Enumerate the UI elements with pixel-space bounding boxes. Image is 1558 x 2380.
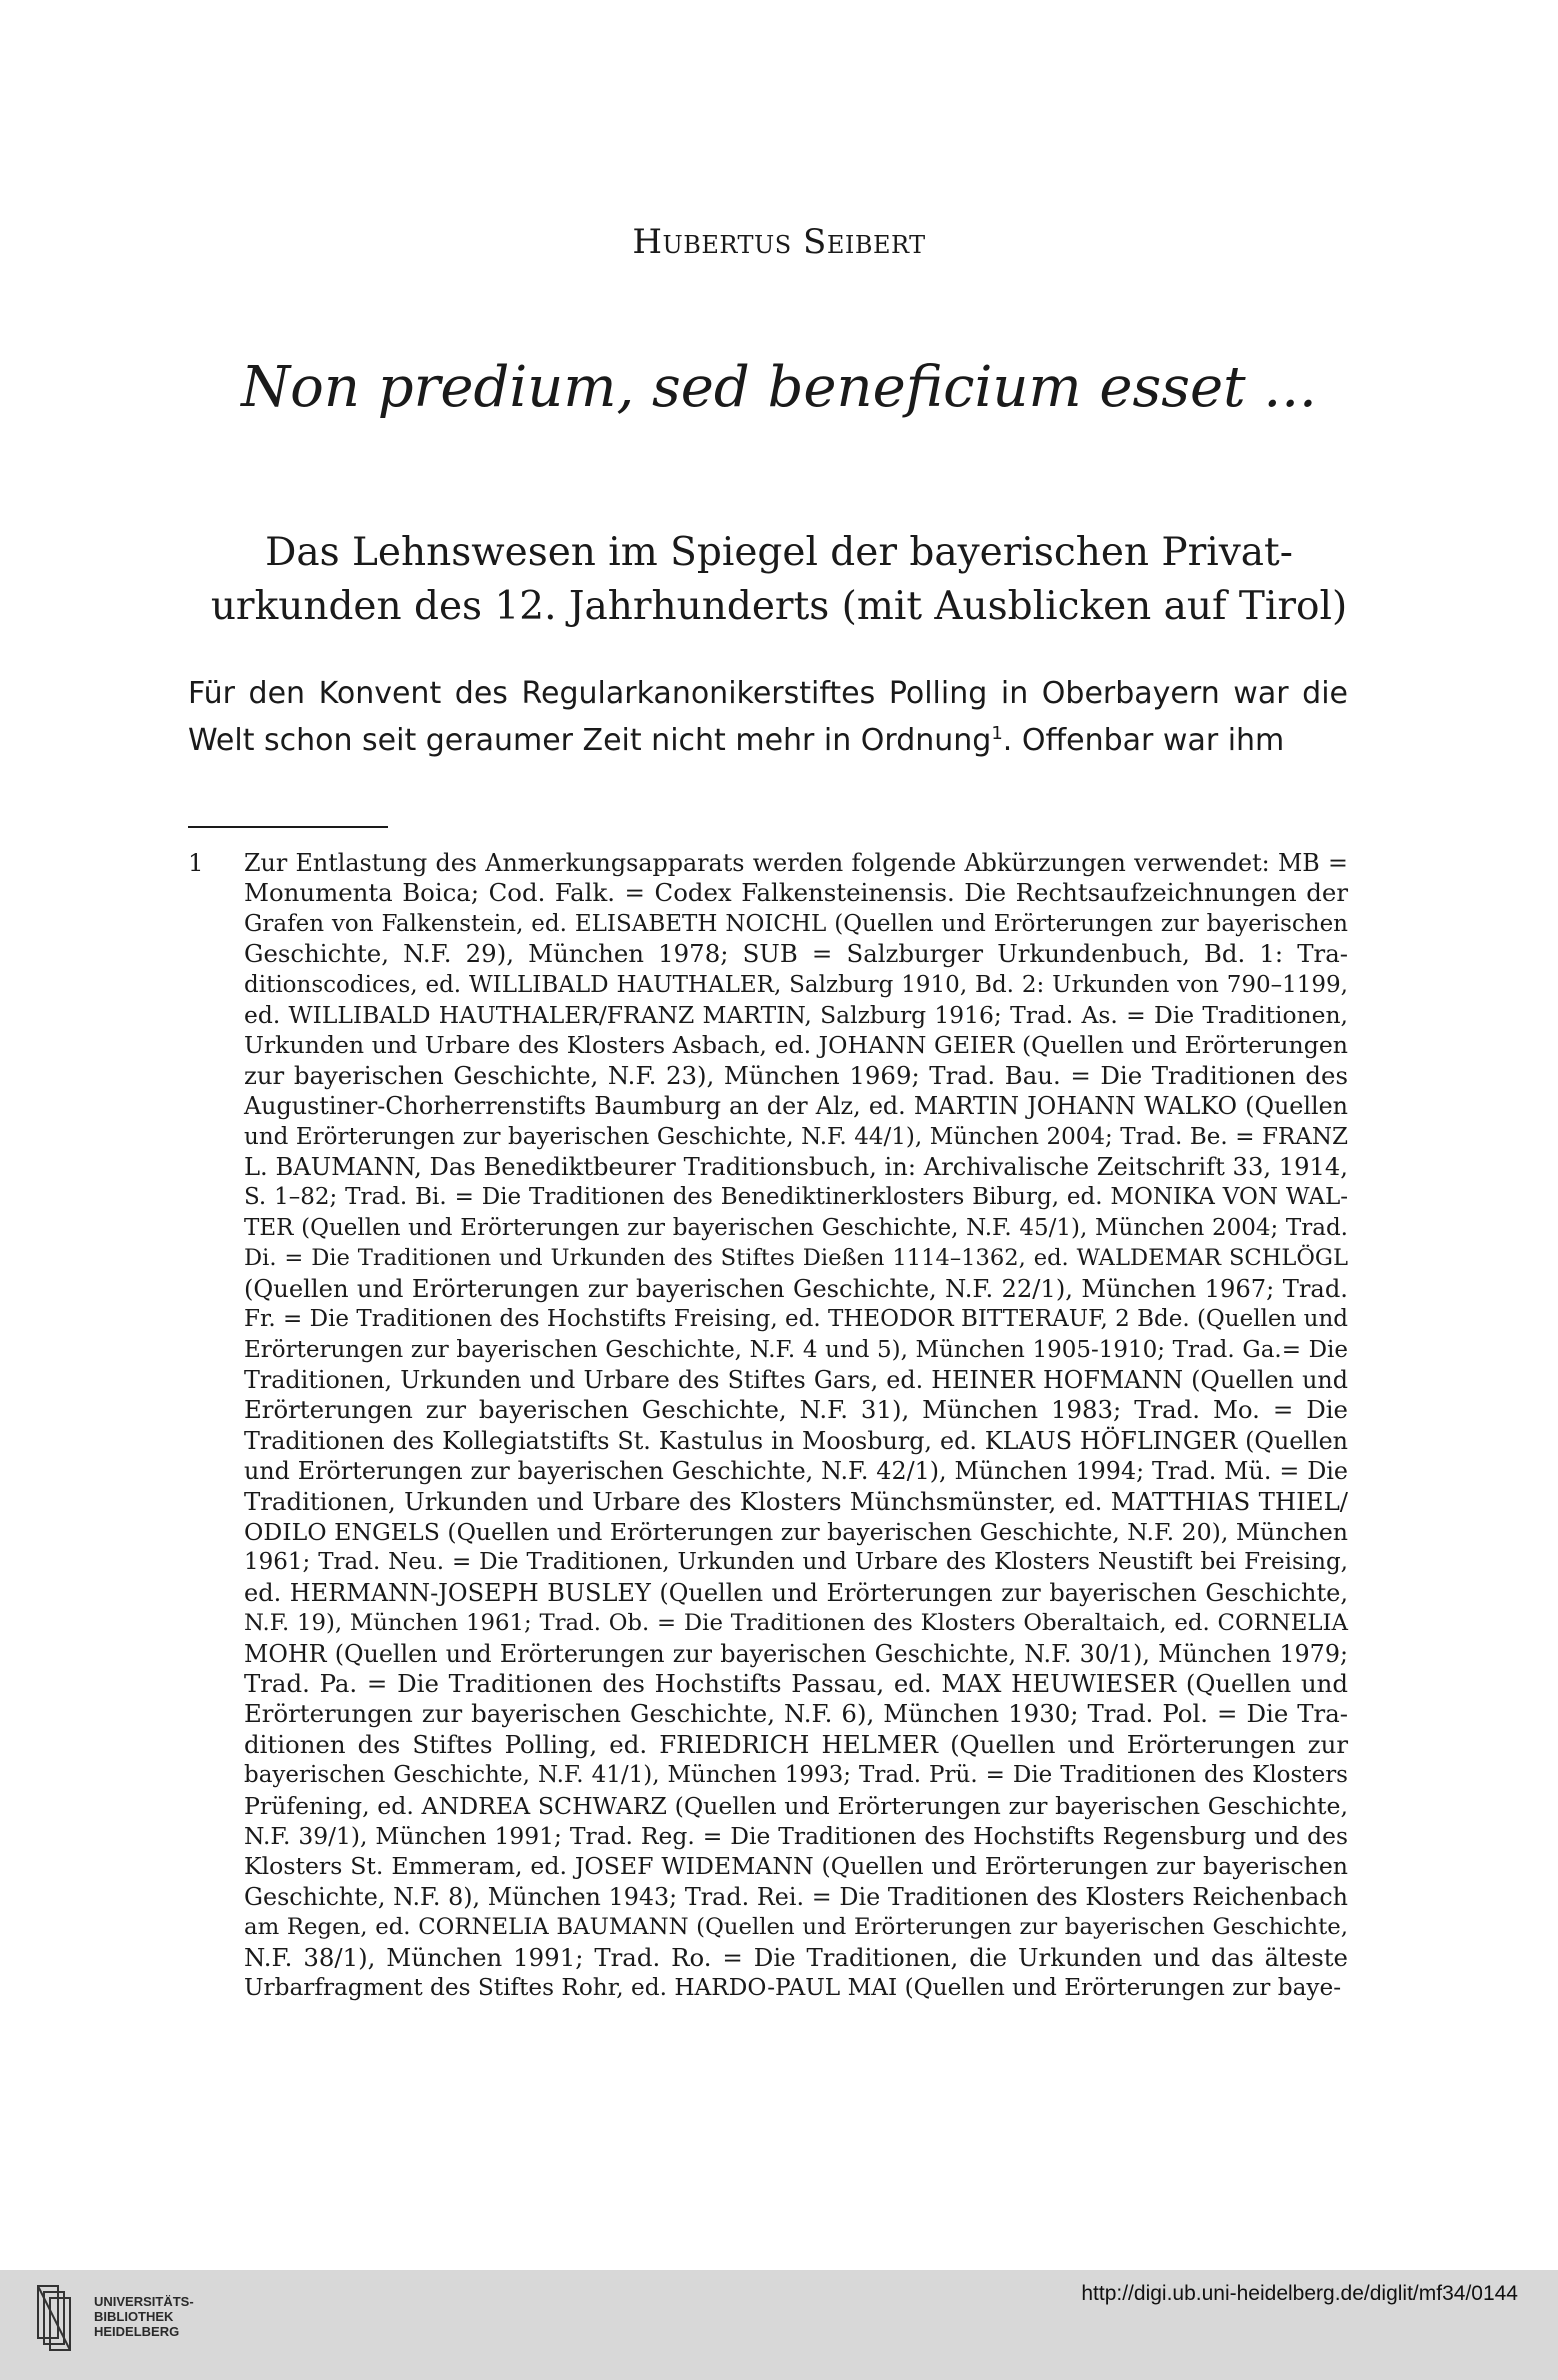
footnote-divider [188,826,388,828]
library-logo-icon [34,2282,86,2356]
footnote-line: Grafen von Falkenstein, ed. ELISABETH NOICHL (Quellen und Erörterungen zur bayerischen [244,910,1348,937]
subtitle-line: urkunden des 12. Jahrhunderts (mit Ausblicken auf Tirol) [210,584,1348,629]
footnote-line: am Regen, ed. CORNELIA BAUMANN (Quellen und Erörterungen zur bayerischen Geschichte, [244,1914,1348,1941]
footnote-line: N.F. 39/1), München 1991; Trad. Reg. = Die Traditionen des Hochstifts Regensburg und des [244,1822,1348,1850]
article-title: Non predium, sed beneficium esset ... [241,355,1317,420]
footnote-line: Klosters St. Emmeram, ed. JOSEF WIDEMANN (Quellen und Erörterungen zur bayerischen [244,1852,1348,1881]
footnote-line: zur bayerischen Geschichte, N.F. 23), München 1969; Trad. Bau. = Die Traditionen des [244,1060,1348,1090]
footnote-line: Urbarfragment des Stiftes Rohr, ed. HARDO-PAUL MAI (Quellen und Erörterungen zur baye- [244,1974,1342,2002]
footnote-line: und Erörterungen zur bayerischen Geschichte, N.F. 42/1), München 1994; Trad. Mü. = Die [244,1457,1348,1486]
library-name-line: BIBLIOTHEK [94,2309,174,2324]
footnote-line: Trad. Pa. = Die Traditionen des Hochstifts Passau, ed. MAX HEUWIESER (Quellen und [244,1668,1348,1698]
footnote-line: ditionscodices, ed. WILLIBALD HAUTHALER, Salzburg 1910, Bd. 2: Urkunden von 790–1199, [244,971,1348,998]
footnote-line: Erörterungen zur bayerischen Geschichte, N.F. 6), München 1930; Trad. Pol. = Die Tra- [244,1699,1348,1729]
footnote-line: Erörterungen zur bayerischen Geschichte, N.F. 31), München 1983; Trad. Mo. = Die [244,1395,1348,1425]
footnote-line: und Erörterungen zur bayerischen Geschichte, N.F. 44/1), München 2004; Trad. Be. = FRANZ [244,1123,1348,1150]
article-subtitle [180,526,1378,634]
footnote-line: Geschichte, N.F. 8), München 1943; Trad. Rei. = Die Traditionen des Klosters Reichenbach [244,1882,1348,1911]
footnote-line: Erörterungen zur bayerischen Geschichte, N.F. 4 und 5), München 1905-1910; Trad. Ga.= Die [244,1336,1348,1363]
body-paragraph [188,674,1348,761]
footnote-line: Traditionen, Urkunden und Urbare des Klosters Münchsmünster, ed. MATTHIAS THIEL/ [244,1486,1348,1516]
footnote-line: (Quellen und Erörterungen zur bayerischen Geschichte, N.F. 22/1), München 1967; Trad. [244,1274,1348,1303]
footnote-line: ed. WILLIBALD HAUTHALER/FRANZ MARTIN, Salzburg 1916; Trad. As. = Die Traditionen, [244,1001,1348,1030]
footnote-number: 1 [188,848,204,877]
footnote-line: Prüfening, ed. ANDREA SCHWARZ (Quellen und Erörterungen zur bayerischen Geschichte, [244,1791,1348,1820]
footnote-line: Geschichte, N.F. 29), München 1978; SUB = Salzburger Urkundenbuch, Bd. 1: Tra- [244,939,1348,969]
footnote-line: N.F. 19), München 1961; Trad. Ob. = Die Traditionen des Klosters Oberaltaich, ed. CORNELIA [244,1610,1348,1637]
footnote-text [244,848,1348,2003]
footnote-line: Fr. = Die Traditionen des Hochstifts Freising, ed. THEODOR BITTERAUF, 2 Bde. (Quellen und [244,1306,1348,1333]
footnote-line: ed. HERMANN-JOSEPH BUSLEY (Quellen und Erörterungen zur bayerischen Geschichte, [244,1578,1348,1607]
body-line [188,723,1284,758]
source-url-link[interactable]: http://digi.ub.uni-heidelberg.de/diglit/mf34/0144 [1081,2282,1518,2305]
footnote-line: ditionen des Stiftes Polling, ed. FRIEDRICH HELMER (Quellen und Erörterungen zur [244,1729,1348,1759]
footnote-line: Augustiner-Chorherrenstifts Baumburg an der Alz, ed. MARTIN JOHANN WALKO (Quellen [244,1092,1348,1121]
library-name-line: UNIVERSITÄTS- [94,2294,194,2309]
library-name-line: HEIDELBERG [94,2324,180,2339]
body-line-text: . Offenbar war ihm [1002,723,1285,758]
body-line: Für den Konvent des Regularkanonikerstiftes Polling in Oberbayern war die [188,676,1348,711]
footnote-line: TER (Quellen und Erörterungen zur bayerischen Geschichte, N.F. 45/1), München 2004; Trad. [244,1214,1348,1241]
footnote-line: Urkunden und Urbare des Klosters Asbach, ed. JOHANN GEIER (Quellen und Erörterungen [244,1031,1348,1060]
footnote-line: bayerischen Geschichte, N.F. 41/1), München 1993; Trad. Prü. = Die Traditionen des Klosters [244,1762,1348,1789]
footnote-line: Traditionen des Kollegiatstifts St. Kastulus in Moosburg, ed. KLAUS HÖFLINGER (Quellen [244,1426,1348,1455]
footnote-line: Traditionen, Urkunden und Urbare des Stiftes Gars, ed. HEINER HOFMANN (Quellen und [244,1365,1348,1394]
footnote-line: 1961; Trad. Neu. = Die Traditionen, Urkunden und Urbare des Klosters Neustift bei Freising, [244,1549,1348,1576]
library-name [94,2294,194,2339]
body-line-text: Welt schon seit geraumer Zeit nicht mehr in Ordnung [188,723,992,758]
footnote-line: MOHR (Quellen und Erörterungen zur bayerischen Geschichte, N.F. 30/1), München 1979; [244,1639,1348,1668]
footnote-line: Di. = Die Traditionen und Urkunden des Stiftes Dießen 1114–1362, ed. WALDEMAR SCHLÖGL [244,1245,1348,1272]
footnote-line: ODILO ENGELS (Quellen und Erörterungen zur bayerischen Geschichte, N.F. 20), München [244,1517,1348,1546]
footnote-reference[interactable]: 1 [991,723,1003,744]
author-name: Hubertus Seibert [632,222,926,262]
subtitle-line: Das Lehnswesen im Spiegel der bayerischen Privat- [265,530,1293,575]
footnote-line: N.F. 38/1), München 1991; Trad. Ro. = Die Traditionen, die Urkunden und das älteste [244,1942,1348,1972]
footnote-line: L. BAUMANN, Das Benediktbeurer Traditionsbuch, in: Archivalische Zeitschrift 33, 1914, [244,1153,1348,1182]
footnote-line: Monumenta Boica; Cod. Falk. = Codex Falkensteinensis. Die Rechtsaufzeichnungen der [244,878,1348,908]
footnote-line: S. 1–82; Trad. Bi. = Die Traditionen des Benediktinerklosters Biburg, ed. MONIKA VON WAL- [244,1184,1348,1211]
footnote-line: Zur Entlastung des Anmerkungsapparats werden folgende Abkürzungen verwendet: MB = [244,849,1348,877]
